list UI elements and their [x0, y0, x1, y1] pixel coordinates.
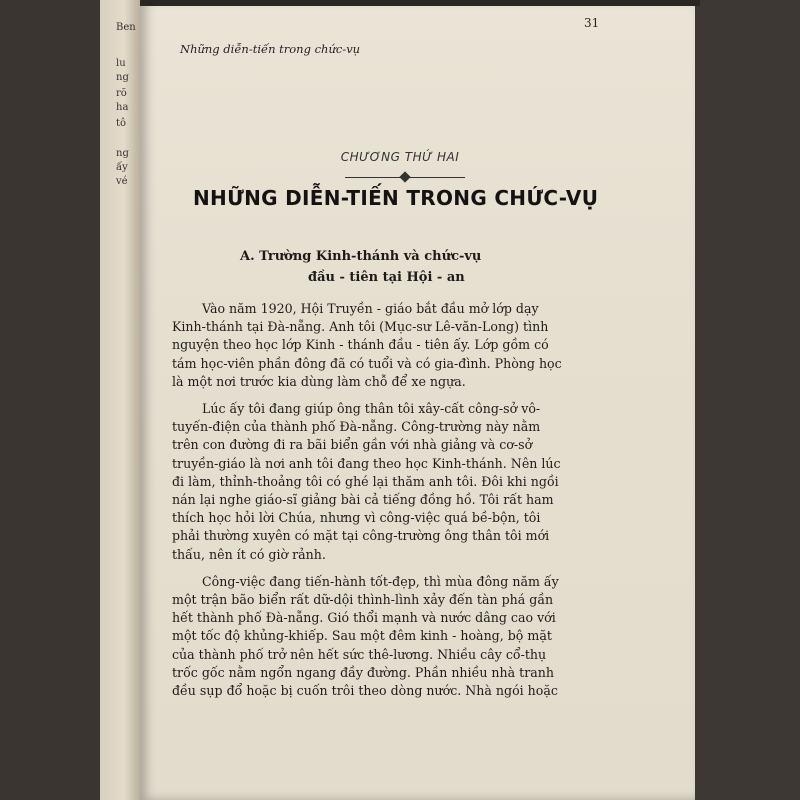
text-line: của thành phố trở nên hết sức thê-lương. Nhiều cây cổ-thụ	[172, 646, 547, 662]
text-line: thích học hỏi lời Chúa, nhưng vì công-việc quá bề-bộn, tôi	[172, 510, 541, 526]
text-line: Vào năm 1920, Hội Truyền - giáo bắt đầu mở lớp dạy	[202, 301, 539, 316]
chapter-label: CHƯƠNG THỨ HAI	[340, 150, 460, 164]
left-page-edge	[100, 0, 140, 800]
text-line: là một nơi trước kia dùng làm chỗ để xe ngựa.	[172, 373, 466, 389]
text-line: nán lại nghe giáo-sĩ giảng bài cả tiếng đồng hồ. Tôi rất ham	[172, 492, 554, 508]
paragraph	[172, 300, 650, 391]
text-line: tuyến-điện của thành phố Đà-nẵng. Công-trường này nằm	[172, 419, 541, 435]
text-line: trên con đường đi ra bãi biển gần với nhà giảng và cơ-sở	[172, 437, 533, 453]
chapter-title: NHỮNG DIỄN-TIẾN TRONG CHỨC-VỤ	[193, 186, 599, 210]
page-number: 31	[584, 16, 600, 30]
text-line: phải thường xuyên có mặt tại công-trường ông thân tôi mới	[172, 528, 550, 544]
section-heading	[240, 246, 600, 288]
text-line: Lúc ấy tôi đang giúp ông thân tôi xây-cất công-sở vô-	[202, 401, 541, 417]
background-right	[695, 0, 800, 800]
left-page-fragment: vé	[116, 176, 128, 187]
text-line: truyền-giáo là nơi anh tôi đang theo học Kinh-thánh. Nên lúc	[172, 455, 561, 471]
left-page-fragment: ng	[116, 72, 129, 83]
paragraph	[172, 400, 650, 564]
text-line: Công-việc đang tiến-hành tốt-đẹp, thì mùa đông năm ấy	[202, 573, 559, 589]
section-heading-line2: đầu - tiên tại Hội - an	[308, 270, 465, 285]
text-line: nguyện theo học lớp Kinh - thánh đầu - tiên ấy. Lớp gồm có	[172, 337, 549, 353]
left-page-fragment: ấy	[116, 162, 128, 173]
left-page-fragment: tô	[116, 118, 127, 129]
page-top-edge	[140, 0, 700, 6]
section-heading-line1: A. Trường Kinh-thánh và chức-vụ	[240, 249, 482, 264]
text-line: hết thành phố Đà-nẵng. Gió thổi mạnh và nước dâng cao với	[172, 610, 556, 626]
text-line: thấu, nên ít có giờ rảnh.	[172, 546, 326, 562]
text-line: đều sụp đổ hoặc bị cuốn trôi theo dòng nước. Nhà ngói hoặc	[172, 683, 558, 699]
running-head: Những diễn-tiến trong chức-vụ	[180, 42, 361, 56]
left-page-fragment: Ben	[116, 22, 136, 33]
body-text	[172, 300, 650, 709]
text-line: tám học-viên phần đông đã có tuổi và có gia-đình. Phòng học	[172, 355, 562, 371]
paragraph	[172, 573, 650, 700]
left-page-fragment: rõ	[116, 88, 127, 99]
text-line: một tốc độ khủng-khiếp. Sau một đêm kinh - hoàng, bộ mặt	[172, 628, 552, 644]
left-page-fragment: lu	[116, 58, 126, 69]
text-line: đi làm, thỉnh-thoảng tôi có ghé lại thăm anh tôi. Đôi khi ngồi	[172, 473, 559, 489]
text-line: trốc gốc nằm ngổn ngang đầy đường. Phần nhiều nhà tranh	[172, 664, 554, 680]
text-line: một trận bão biển rất dữ-dội thình-lình xảy đến tàn phá gần	[172, 592, 554, 608]
text-line: Kinh-thánh tại Đà-nẵng. Anh tôi (Mục-sư Lê-văn-Long) tình	[172, 319, 549, 335]
left-page-fragment: ha	[116, 102, 129, 113]
left-page-fragment: ng	[116, 148, 129, 159]
